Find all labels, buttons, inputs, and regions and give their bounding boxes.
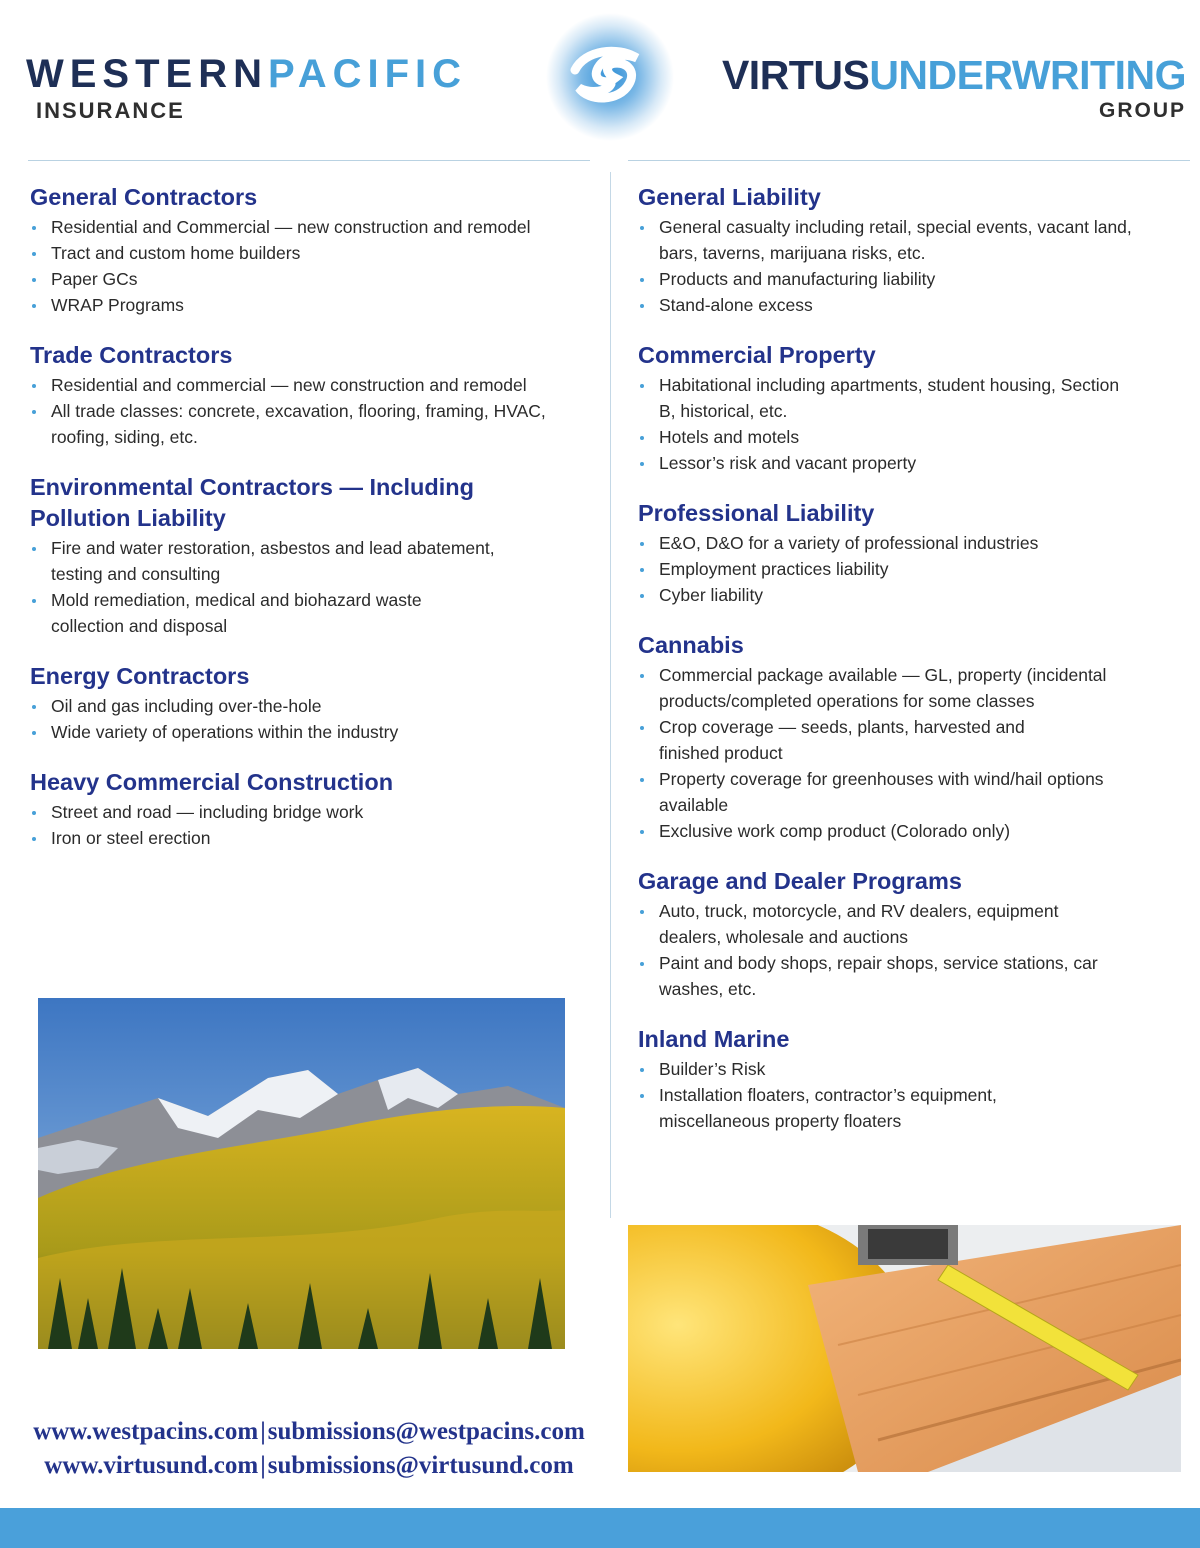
header-divider-right [628,160,1190,161]
bullet-list [30,799,596,851]
hardhat-tape-measure-lumber-photo [628,1225,1181,1472]
section-title: Garage and Dealer Programs [638,868,962,894]
footer-bar [0,1508,1200,1548]
column-divider [610,172,611,1218]
email-link[interactable]: submissions@virtusund.com [267,1452,574,1479]
section-title: General Liability [638,184,821,210]
list-item: Wide variety of operations within the industry [30,719,596,745]
logo-subtitle-insurance: INSURANCE [36,98,185,123]
section-heavy-commercial-construction [30,767,596,851]
bullet-list [638,214,1138,318]
logo-word-pacific: PACIFIC [268,52,468,96]
bullet-list [30,214,596,318]
bullet-list [30,372,596,450]
email-link[interactable]: submissions@westpacins.com [267,1418,585,1445]
website-link[interactable]: www.westpacins.com [33,1418,259,1445]
section-general-contractors [30,182,596,318]
list-item: WRAP Programs [30,292,596,318]
section-title: Trade Contractors [30,342,233,368]
section-title: Cannabis [638,632,744,658]
right-column [638,182,1183,1134]
list-item: Builder’s Risk [638,1056,1058,1082]
list-item: E&O, D&O for a variety of professional industries [638,530,1183,556]
list-item: Property coverage for greenhouses with wind/hail options available [638,766,1119,818]
list-item: General casualty including retail, special events, vacant land, bars, taverns, marijuana risks, etc. [638,214,1138,266]
header-divider-left [28,160,590,161]
list-item: Exclusive work comp product (Colorado only) [638,818,1183,844]
list-item: Oil and gas including over-the-hole [30,693,596,719]
logo-subtitle-group: GROUP [1098,99,1186,122]
list-item: Stand-alone excess [638,292,1138,318]
list-item: Hotels and motels [638,424,1128,450]
logo-word-underwriting: UNDERWRITING [869,52,1186,98]
swirl-logo-icon [545,12,675,142]
section-general-liability [638,182,1183,318]
separator: | [260,1418,266,1445]
section-title: General Contractors [30,184,258,210]
list-item: Tract and custom home builders [30,240,596,266]
section-title: Commercial Property [638,342,876,368]
section-energy-contractors [30,661,596,745]
left-column [30,182,596,851]
list-item: Fire and water restoration, asbestos and lead abatement, testing and consulting [30,535,550,587]
list-item: Paint and body shops, repair shops, service stations, car washes, etc. [638,950,1118,1002]
section-trade-contractors [30,340,596,450]
list-item: Employment practices liability [638,556,1183,582]
list-item: Products and manufacturing liability [638,266,1138,292]
bullet-list [638,898,1118,1002]
section-title: Environmental Contractors — Including Pollution Liability [30,474,474,531]
section-environmental-contractors [30,472,596,639]
list-item: Residential and commercial — new construction and remodel [30,372,596,398]
website-link[interactable]: www.virtusund.com [44,1452,259,1479]
list-item: Cyber liability [638,582,1183,608]
section-inland-marine [638,1024,1183,1134]
list-item: Mold remediation, medical and biohazard waste collection and disposal [30,587,491,639]
mountain-aspen-photo [38,998,565,1349]
western-pacific-logo [26,50,467,124]
section-title: Heavy Commercial Construction [30,769,394,795]
section-title: Energy Contractors [30,663,250,689]
list-item: Iron or steel erection [30,825,596,851]
list-item: Residential and Commercial — new construction and remodel [30,214,596,240]
bullet-list [30,535,550,639]
section-title: Inland Marine [638,1026,790,1052]
bullet-list [638,530,1183,608]
list-item: Habitational including apartments, student housing, Section B, historical, etc. [638,372,1128,424]
list-item: Installation floaters, contractor’s equipment, miscellaneous property floaters [638,1082,1058,1134]
contact-line-westpac [18,1415,600,1449]
separator: | [260,1452,266,1479]
section-cannabis [638,630,1183,844]
section-commercial-property [638,340,1183,476]
section-garage-dealer-programs [638,866,1183,1002]
bullet-list [638,662,1183,844]
list-item: Auto, truck, motorcycle, and RV dealers, equipment dealers, wholesale and auctions [638,898,1118,950]
logo-word-western: WESTERN [26,52,268,96]
list-item: Commercial package available — GL, property (incidental products/completed operations for some classes [638,662,1183,714]
list-item: All trade classes: concrete, excavation, flooring, framing, HVAC, roofing, siding, etc. [30,398,596,450]
contact-line-virtus [18,1449,600,1483]
list-item: Lessor’s risk and vacant property [638,450,1128,476]
bullet-list [638,372,1128,476]
list-item: Paper GCs [30,266,596,292]
logo-word-virtus: VIRTUS [721,52,870,98]
section-professional-liability [638,498,1183,608]
virtus-underwriting-logo [722,52,1186,123]
list-item: Street and road — including bridge work [30,799,596,825]
bullet-list [638,1056,1058,1134]
bullet-list [30,693,596,745]
list-item: Crop coverage — seeds, plants, harvested and finished product [638,714,1079,766]
section-title: Professional Liability [638,500,875,526]
